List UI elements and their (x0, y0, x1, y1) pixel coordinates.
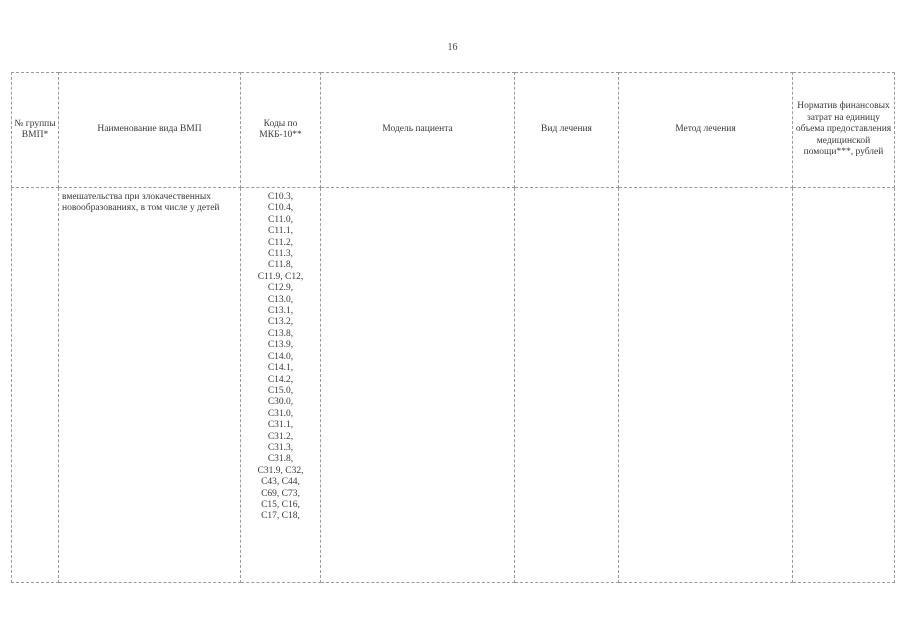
cell-treatment (515, 188, 619, 583)
code-line: C10.4, (267, 203, 294, 214)
code-line: C17, C18, (261, 511, 300, 522)
code-line: C13.9, (267, 340, 294, 351)
cell-name-text: вмешательства при злокачественных новообразованиях, в том числе у детей (62, 192, 220, 214)
page-number: 16 (447, 42, 458, 53)
code-line: C11.0, (268, 214, 293, 225)
code-line: C12.9, (267, 283, 294, 294)
cell-codes (241, 188, 321, 583)
code-line: C31.2, (267, 431, 294, 442)
code-line: C11.2, (268, 237, 293, 248)
code-line: C30.0, (267, 397, 294, 408)
table-header-row (12, 73, 895, 188)
cell-name (59, 188, 241, 583)
header-model: Модель пациента (321, 73, 515, 188)
cell-method (619, 188, 793, 583)
code-line: C11.8, (268, 260, 293, 271)
code-line: C13.8, (267, 328, 294, 339)
code-line: C13.0, (267, 294, 294, 305)
code-line: C15, C16, (261, 499, 300, 510)
vmp-table (11, 72, 895, 583)
header-codes: Коды по МКБ-10** (241, 73, 321, 188)
code-line: C11.3, (268, 249, 293, 260)
code-line: C15.0, (267, 385, 294, 396)
code-line: C31.3, (267, 442, 294, 453)
code-line: C31.9, C32, (257, 465, 304, 476)
code-line: C14.2, (267, 374, 294, 385)
cell-norm (793, 188, 895, 583)
header-name: Наименование вида ВМП (59, 73, 241, 188)
header-treatment: Вид лечения (515, 73, 619, 188)
code-line: C43, C44, (261, 477, 300, 488)
cell-group (12, 188, 59, 583)
header-group: № группы ВМП* (12, 73, 59, 188)
code-line: C11.1, (268, 226, 293, 237)
code-line: C31.8, (267, 454, 294, 465)
codes-list (243, 192, 318, 523)
code-line: C31.1, (267, 420, 294, 431)
code-line: C10.3, (267, 192, 294, 202)
cell-model (321, 188, 515, 583)
header-norm: Норматив финансовых затрат на единицу объема предоставления медицинской помощи***, рублей (793, 73, 895, 188)
table-row (12, 188, 895, 583)
code-line: C31.0, (267, 408, 294, 419)
code-line: C11.9, C12, (257, 271, 304, 282)
code-line: C14.1, (267, 363, 294, 374)
code-line: C14.0, (267, 351, 294, 362)
code-line: C13.2, (267, 317, 294, 328)
code-line: C13.1, (267, 306, 294, 317)
code-line: C69, C73, (261, 488, 300, 499)
header-method: Метод лечения (619, 73, 793, 188)
